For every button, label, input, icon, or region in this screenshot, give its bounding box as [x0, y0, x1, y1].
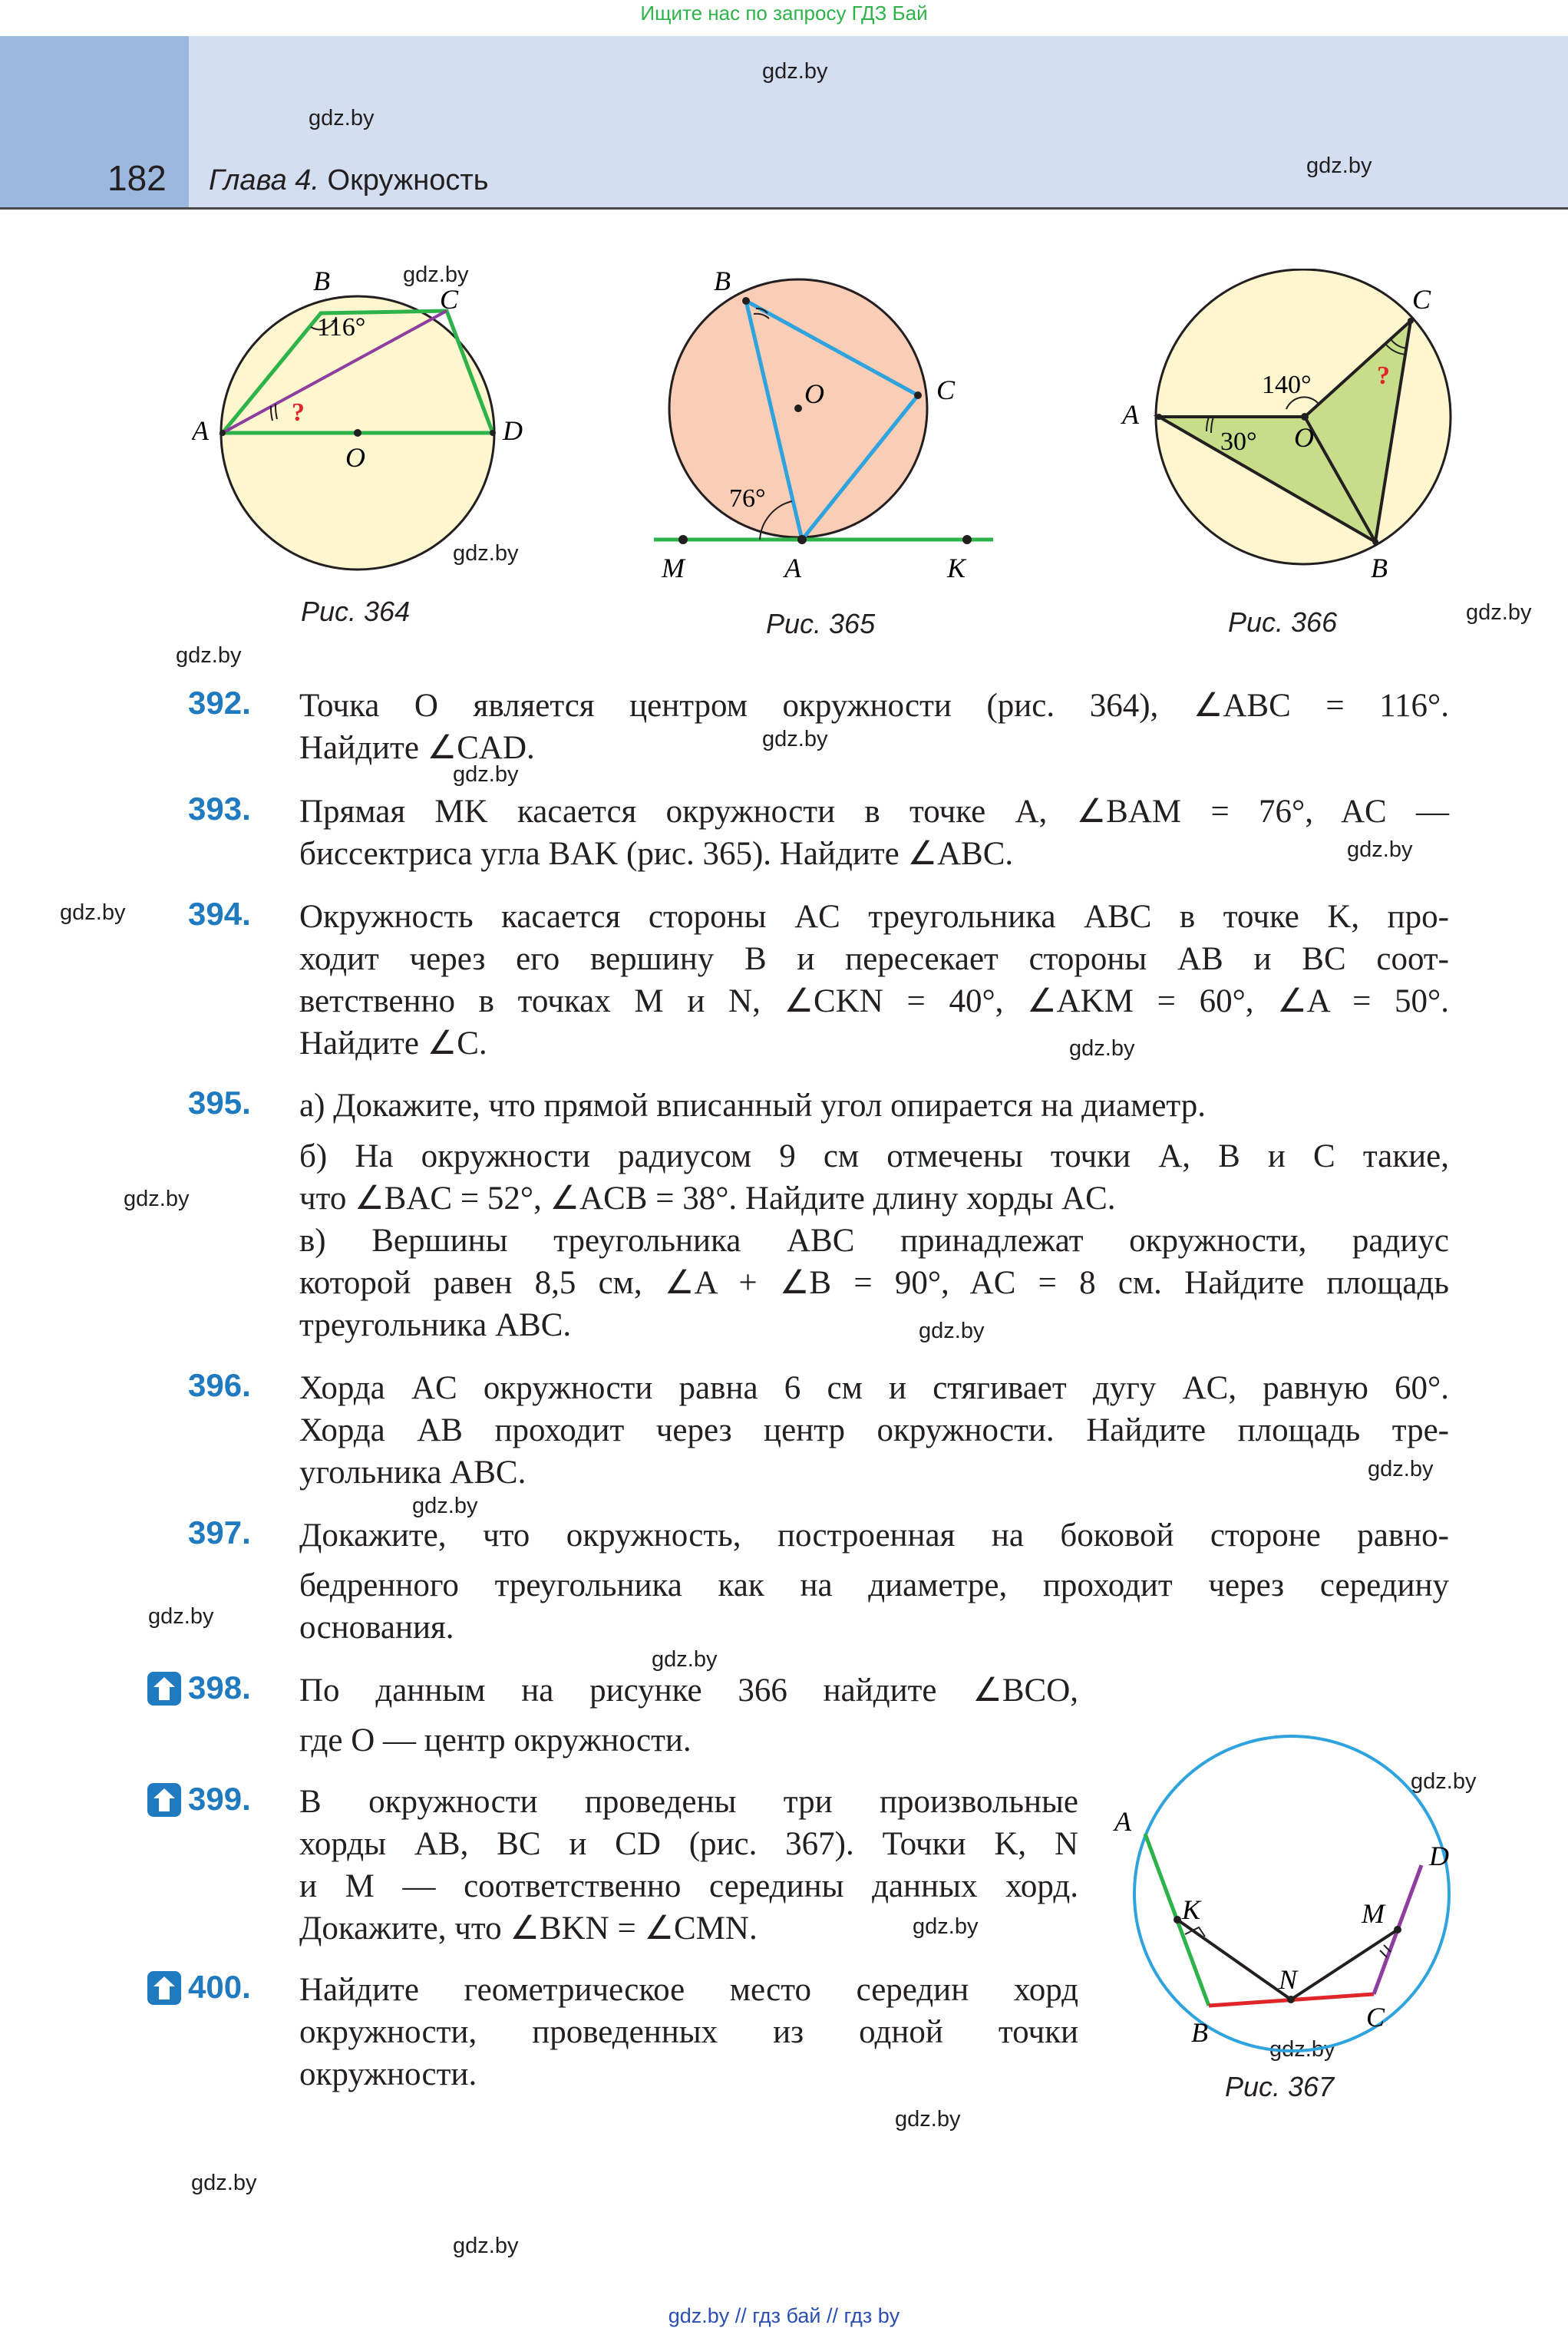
fig367-label-a: A — [1114, 1806, 1131, 1837]
watermark: gdz.by — [1269, 2037, 1335, 2062]
watermark: gdz.by — [913, 1914, 979, 1939]
fig366-angle-a: 30° — [1220, 428, 1257, 456]
watermark: gdz.by — [762, 59, 828, 84]
watermark: gdz.by — [124, 1187, 190, 1211]
watermark: gdz.by — [919, 1319, 985, 1343]
fig365-label-b: B — [714, 266, 731, 296]
chapter-prefix: Глава 4. — [209, 164, 319, 196]
chapter-title — [209, 164, 489, 197]
problem-400-line: окружности, проведенных из одной точки — [299, 2014, 1078, 2050]
fig367-label-k: K — [1182, 1894, 1201, 1925]
problem-392-line: Найдите ∠CAD. — [299, 730, 535, 766]
watermark: gdz.by — [1306, 154, 1372, 178]
watermark: gdz.by — [148, 1604, 214, 1629]
problem-397-line: бедренного треугольника как на диаметре, проходит через середину — [299, 1567, 1449, 1603]
watermark: gdz.by — [453, 541, 519, 566]
problem-398-line: где O — центр окружности. — [299, 1722, 692, 1758]
problem-392-number: 392. — [188, 685, 251, 721]
problem-400-line: Найдите геометрическое место середин хорд — [299, 1972, 1078, 2008]
header-divider — [0, 207, 1568, 210]
home-task-icon — [147, 1672, 181, 1706]
home-task-icon — [147, 1783, 181, 1817]
watermark: gdz.by — [453, 762, 519, 787]
problem-394-line: Окружность касается стороны AC треугольника ABC в точке K, про- — [299, 899, 1449, 935]
problem-393-line: биссектриса угла BAK (рис. 365). Найдите ∠ABC. — [299, 836, 1014, 872]
figure-365 — [646, 261, 1007, 591]
fig365-label-k: K — [947, 553, 966, 583]
fig364-label-c: C — [440, 284, 459, 315]
fig364-angle: 116° — [317, 313, 366, 342]
watermark: gdz.by — [60, 900, 126, 925]
problem-400-line: окружности. — [299, 2056, 477, 2092]
watermark: gdz.by — [191, 2171, 257, 2195]
watermark: gdz.by — [1411, 1769, 1477, 1794]
problem-399-line: В окружности проведены три произвольные — [299, 1784, 1078, 1820]
problem-396-number: 396. — [188, 1367, 251, 1403]
top-note: Ищите нас по запросу ГДЗ Бай — [640, 2, 928, 25]
fig366-angle-center: 140° — [1262, 371, 1312, 399]
page-number: 182 — [107, 158, 167, 198]
problem-399-line: и M — соответственно середины данных хорд. — [299, 1868, 1078, 1904]
watermark: gdz.by — [453, 2234, 519, 2258]
watermark: gdz.by — [1368, 1457, 1434, 1481]
fig367-label-n: N — [1279, 1964, 1298, 1995]
fig367-label-b: B — [1191, 2017, 1208, 2048]
problem-393-number: 393. — [188, 791, 251, 827]
fig364-question: ? — [292, 398, 305, 427]
watermark: gdz.by — [1347, 837, 1413, 862]
problem-396-line: Хорда AB проходит через центр окружности. Найдите площадь тре- — [299, 1412, 1449, 1448]
watermark: gdz.by — [176, 643, 242, 668]
problem-398-number: 398. — [188, 1669, 251, 1706]
watermark: gdz.by — [412, 1494, 478, 1518]
fig366-question: ? — [1377, 362, 1390, 390]
problem-394-number: 394. — [188, 896, 251, 932]
problem-397-line: основания. — [299, 1610, 454, 1646]
fig364-label-o: O — [345, 442, 365, 473]
fig366-label-a: A — [1122, 399, 1139, 430]
figure-367-caption: Рис. 367 — [1225, 2071, 1335, 2102]
watermark: gdz.by — [1466, 600, 1532, 625]
problem-400-number: 400. — [188, 1969, 251, 2005]
problem-395-part-b: что ∠BAC = 52°, ∠ACB = 38°. Найдите длину хорды AC. — [299, 1181, 1116, 1217]
problem-397-number: 397. — [188, 1514, 251, 1550]
problem-397-line: Докажите, что окружность, построенная на боковой стороне равно- — [299, 1517, 1449, 1554]
problem-399-number: 399. — [188, 1781, 251, 1817]
fig364-label-b: B — [313, 266, 330, 296]
fig365-label-o: O — [804, 378, 824, 409]
problem-392-line: Точка O является центром окружности (рис. 364), ∠ABC = 116°. — [299, 688, 1449, 724]
chapter-name: Окружность — [327, 164, 489, 196]
fig367-label-d: D — [1429, 1841, 1449, 1871]
problem-398-line: По данным на рисунке 366 найдите ∠BCO, — [299, 1673, 1078, 1709]
figure-366-caption: Рис. 366 — [1228, 606, 1338, 638]
fig364-label-d: D — [503, 415, 523, 446]
fig365-label-m: M — [662, 553, 685, 583]
watermark: gdz.by — [309, 106, 375, 130]
problem-396-line: угольника ABC. — [299, 1455, 527, 1491]
watermark: gdz.by — [762, 727, 828, 751]
problem-395-part-a: а) Докажите, что прямой вписанный угол опирается на диаметр. — [299, 1088, 1206, 1124]
problem-395-part-c: в) Вершины треугольника ABC принадлежат окружности, радиус — [299, 1223, 1449, 1259]
fig364-label-a: A — [192, 415, 209, 446]
fig367-label-c: C — [1366, 2002, 1385, 2033]
problem-394-line: ходит через его вершину B и пересекает стороны AB и BC соот- — [299, 941, 1449, 977]
fig365-label-a: A — [784, 553, 801, 583]
figure-365-caption: Рис. 365 — [766, 608, 876, 639]
watermark: gdz.by — [652, 1647, 718, 1672]
home-task-icon — [147, 1971, 181, 2005]
problem-395-part-c: которой равен 8,5 см, ∠A + ∠B = 90°, AC = 8 см. Найдите площадь — [299, 1265, 1449, 1301]
figure-366 — [1113, 269, 1466, 591]
watermark: gdz.by — [1069, 1036, 1135, 1061]
problem-395-part-b: б) На окружности радиусом 9 см отмечены точки A, B и C такие, — [299, 1138, 1449, 1174]
problem-394-line: ветственно в точках M и N, ∠CKN = 40°, ∠AKM = 60°, ∠A = 50°. — [299, 983, 1449, 1019]
fig366-label-o: O — [1294, 422, 1314, 453]
problem-394-line: Найдите ∠C. — [299, 1025, 487, 1062]
problem-393-line: Прямая MK касается окружности в точке A, ∠BAM = 76°, AC — — [299, 794, 1449, 830]
figure-364 — [192, 253, 545, 606]
problem-395-number: 395. — [188, 1085, 251, 1121]
watermark: gdz.by — [895, 2107, 961, 2132]
fig366-label-c: C — [1412, 284, 1431, 315]
problem-396-line: Хорда AC окружности равна 6 см и стягивает дугу AC, равную 60°. — [299, 1370, 1449, 1406]
figure-367 — [1105, 1731, 1466, 2080]
fig366-label-b: B — [1371, 553, 1388, 583]
fig365-angle: 76° — [729, 484, 766, 513]
fig365-label-c: C — [936, 375, 956, 405]
problem-395-part-c: треугольника ABC. — [299, 1307, 572, 1343]
figure-364-caption: Рис. 364 — [301, 596, 411, 627]
problem-399-line: Докажите, что ∠BKN = ∠CMN. — [299, 1910, 758, 1947]
watermark: gdz.by — [403, 263, 469, 287]
footer-links: gdz.by // гдз бай // гдз by — [668, 2304, 900, 2327]
problem-399-line: хорды AB, BC и CD (рис. 367). Точки K, N — [299, 1826, 1078, 1862]
fig367-label-m: M — [1362, 1898, 1385, 1929]
